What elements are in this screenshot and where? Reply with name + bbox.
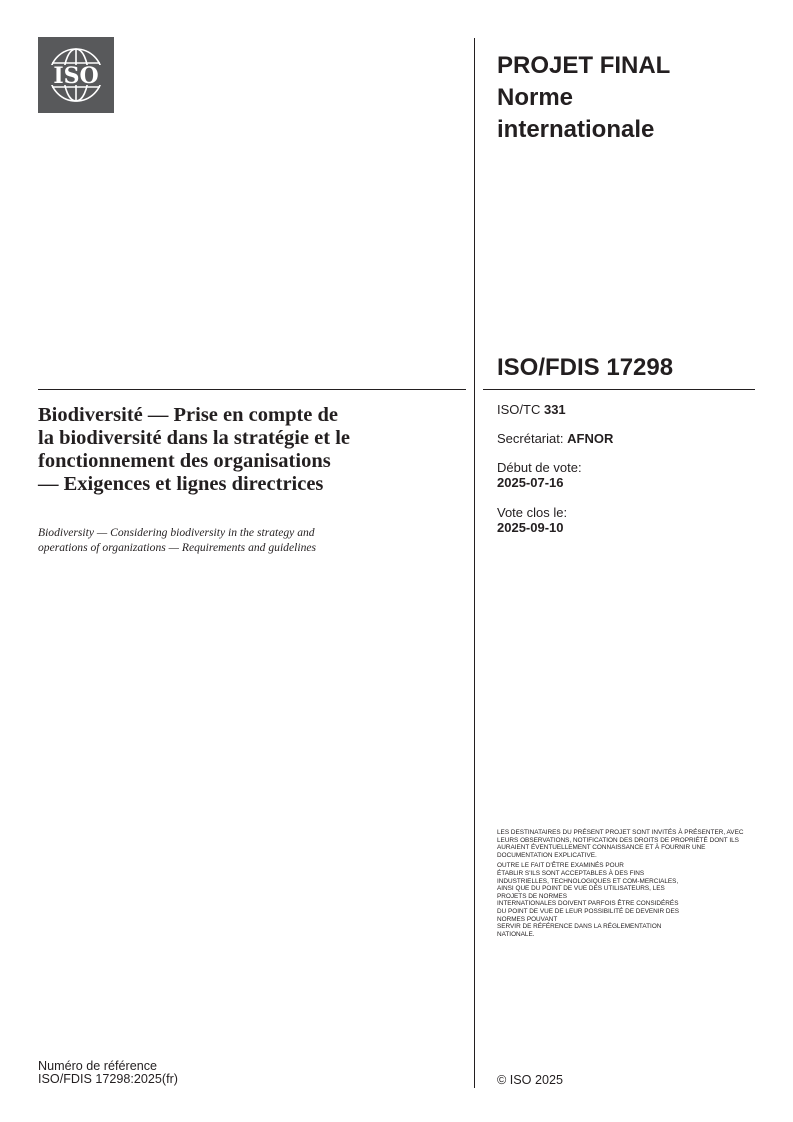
french-title [38, 404, 453, 496]
french-title-line: fonctionnement des organisations [38, 450, 331, 472]
vote-end [497, 505, 567, 535]
left-horizontal-rule [38, 389, 466, 390]
notice-line: SERVIR DE RÉFÉRENCE DANS LA RÉGLEMENTATION [497, 923, 662, 931]
notice-line: NORMES POUVANT [497, 915, 558, 923]
globe-icon [38, 37, 114, 113]
vote-start [497, 460, 582, 490]
french-title-line: Biodiversité — Prise en compte de [38, 404, 339, 426]
reference-number-label: Numéro de référence [38, 1059, 158, 1073]
status-line-2: Norme [497, 84, 574, 111]
status-line-1: PROJET FINAL [497, 52, 671, 79]
secretariat-value: AFNOR [567, 431, 614, 446]
vote-end-label: Vote clos le: [497, 505, 568, 520]
logo-text: ISO [53, 63, 99, 89]
vote-end-value: 2025-09-10 [497, 520, 564, 535]
recipient-notice [497, 829, 759, 941]
english-title [38, 525, 448, 555]
notice-paragraph-2 [497, 862, 759, 938]
iso-logo [38, 37, 114, 113]
notice-line: INDUSTRIELLES, TECHNOLOGIQUES ET COM-MERCIALES, [497, 877, 679, 885]
right-horizontal-rule [483, 389, 755, 390]
committee-value: 331 [543, 402, 566, 417]
status-line-3: internationale [497, 116, 655, 143]
vertical-divider [474, 38, 475, 1088]
notice-line: NATIONALE. [497, 930, 535, 938]
notice-line: OUTRE LE FAIT D'ÊTRE EXAMINÉS POUR [497, 862, 624, 870]
notice-line: AINSI QUE DU POINT DE VUE DES UTILISATEURS, LES [497, 885, 665, 893]
english-title-line: Biodiversity — Considering biodiversity in the strategy and [38, 526, 315, 539]
vote-start-value: 2025-07-16 [497, 475, 564, 490]
notice-line: ÉTABLIR S'ILS SONT ACCEPTABLES À DES FINS [497, 869, 645, 877]
french-title-line: la biodiversité dans la stratégie et le [38, 427, 351, 449]
secretariat-label: Secrétariat: [497, 431, 564, 446]
notice-line: DU POINT DE VUE DE LEUR POSSIBILITÉ DE DEVENIR DES [497, 907, 680, 915]
document-reference: ISO/FDIS 17298 [497, 354, 674, 381]
notice-line: INTERNATIONALES DOIVENT PARFOIS ÊTRE CONSIDÉRÉS [497, 900, 679, 908]
english-title-line: operations of organizations — Requirements and guidelines [38, 541, 317, 554]
committee-label: ISO/TC [497, 402, 541, 417]
notice-paragraph-1: LES DESTINATAIRES DU PRÉSENT PROJET SONT INVITÉS À PRÉSENTER, AVEC LEURS OBSERVATIONS, NOTIFICATION DES DROITS DE PROPRIÉTÉ DONT ILS AURAIENT ÉVENTUELLEMENT CONNAISSANCE ET À FOURNIR UNE DOCUMENTATION EXPLICATIVE. [497, 829, 744, 859]
copyright: © ISO 2025 [497, 1073, 563, 1087]
secretariat [497, 431, 613, 446]
document-status [497, 50, 757, 146]
committee [497, 402, 566, 417]
french-title-line: — Exigences et lignes directrices [38, 473, 324, 495]
notice-line: PROJETS DE NORMES [497, 892, 567, 900]
reference-number-value: ISO/FDIS 17298:2025(fr) [38, 1072, 178, 1086]
vote-start-label: Début de vote: [497, 460, 582, 475]
reference-number [38, 1060, 178, 1086]
